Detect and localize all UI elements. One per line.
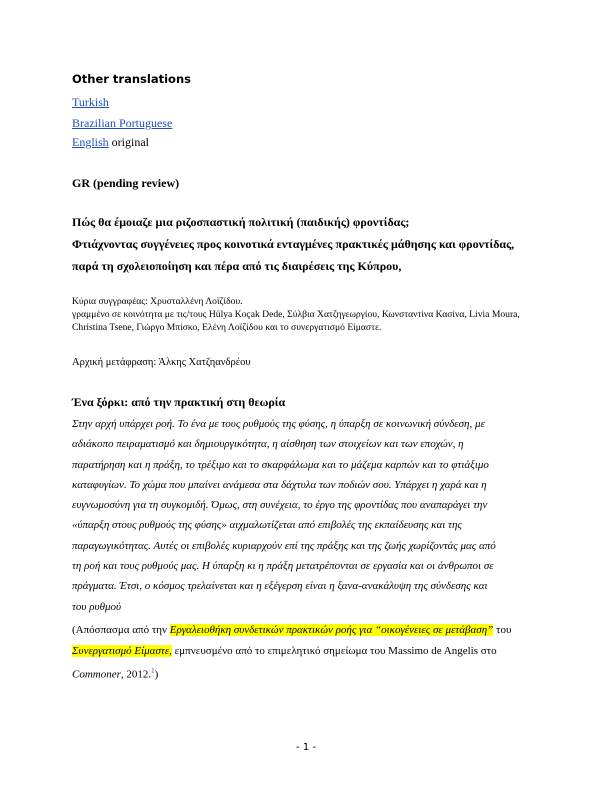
quote-line: καταφυγίων. Το χώμα που μπαίνει ανάμεσα στα δάχτυλα των ποδιών σου. Υπάρχει η χαρά και η bbox=[72, 478, 487, 491]
quote-line: ευγνωμοσύνη για τη συγκομιδή. Όμως, στη συνέχεια, το έργο της φροντίδας που αναπαράγει την bbox=[72, 499, 488, 512]
translation-credit: Αρχική μετάφραση: Άλκης Χατζηανδρέου bbox=[72, 357, 251, 368]
authors-line-1: Κύρια συγγραφέας: Χρυσταλλένη Λοϊζίδου. bbox=[72, 296, 243, 307]
translation-link-turkish[interactable]: Turkish bbox=[72, 95, 109, 109]
footnote-ref-link[interactable]: 1 bbox=[151, 667, 155, 675]
quote-line: τη ροή και τους ρυθμούς μας. Η ύπαρξη κι η πράξη μετατρέπονται σε εργασία και οι άνθρωποι σε bbox=[72, 560, 494, 573]
title-line-2: Φτιάχνοντας συγγένειες προς κοινοτικά ενταγμένες πρακτικές μάθησης και φροντίδας, bbox=[72, 237, 515, 251]
citation-close: ) bbox=[154, 668, 159, 681]
cooperative-link[interactable]: Συνεργατισμό Είμαστε, bbox=[72, 644, 172, 657]
citation-source-year: , 2012. bbox=[120, 668, 152, 681]
title-line-1: Πώς θα έμοιαζε μια ριζοσπαστική πολιτική (παιδικής) φροντίδας; bbox=[72, 215, 410, 229]
quote-line: του ρυθμού bbox=[72, 600, 122, 613]
citation bbox=[72, 620, 544, 685]
quote-line: Στην αρχή υπάρχει ροή. Το ένα με τους ρυθμούς της φύσης, η ύπαρξη σε κοινωνική σύνδεση, με bbox=[72, 418, 485, 430]
gr-heading: GR (pending review) bbox=[72, 176, 180, 190]
citation-source: Commoner bbox=[72, 668, 121, 681]
section-heading: Ένα ξόρκι: από την πρακτική στη θεωρία bbox=[72, 395, 286, 409]
quote-line: «ύπαρξη στους ρυθμούς της φύσης» αιχμαλωτίζεται από επιβολές της εκπαίδευσης και της bbox=[72, 519, 462, 532]
page-number: - 1 - bbox=[296, 742, 316, 753]
original-label: original bbox=[108, 135, 149, 149]
citation-prefix: (Απόσπασμα από την bbox=[72, 624, 170, 636]
citation-line2-suffix: εμπνευσμένο από το επιμελητικό σημείωμα του Massimo de Angelis στο bbox=[171, 644, 497, 657]
quote-line: παραγωγικότητας. Αυτές οι επιβολές κυριαρχούν επί της πράξης και της ζωής χωρίζοντάς μας από bbox=[72, 539, 496, 552]
authors-line-2: γραμμένο σε κοινότητα με τις/τους Hülya Koçak Dede, Σύλβια Χατζηγεωργίου, Κωνσταντίνα Κασίνα, Livia Moura, bbox=[72, 309, 520, 320]
translation-link-brazilian-portuguese[interactable]: Brazilian Portuguese bbox=[72, 116, 173, 130]
toolkit-link[interactable]: Εργαλειοθήκη συνδετικών πρακτικών ροής για “οικογένειες σε μετάβαση” bbox=[169, 624, 494, 636]
quote-line: πράγματα. Έτσι, ο κόσμος τρελαίνεται και η εξέγερση είναι η ξανα-ανακάλυψη της σύνδεσης και bbox=[72, 580, 488, 593]
authors-line-3: Christina Tsene, Γιώργο Μπίσκο, Ελένη Λοϊζίδου και το συνεργατισμό Είμαστε. bbox=[72, 322, 382, 333]
title-line-3: παρά τη σχολειοποίηση και πέρα από τις διαιρέσεις της Κύπρου, bbox=[72, 259, 402, 273]
quote-line: παρατήρηση και η πράξη, το τρέξιμο και το σκαρφάλωμα και το μάζεμα καρπών και το φτιάξιμο bbox=[72, 458, 489, 471]
translation-link-english[interactable]: English bbox=[72, 135, 109, 149]
english-original-line bbox=[72, 135, 149, 150]
quote-paragraph bbox=[72, 414, 544, 617]
quote-line: αδιάκοπο πειραματισμό και δημιουργικότητα, η αίσθηση των στοιχείων και των εποχών, η bbox=[72, 438, 464, 451]
other-translations-heading: Other translations bbox=[72, 72, 191, 86]
citation-line1-suffix: του bbox=[493, 624, 512, 636]
